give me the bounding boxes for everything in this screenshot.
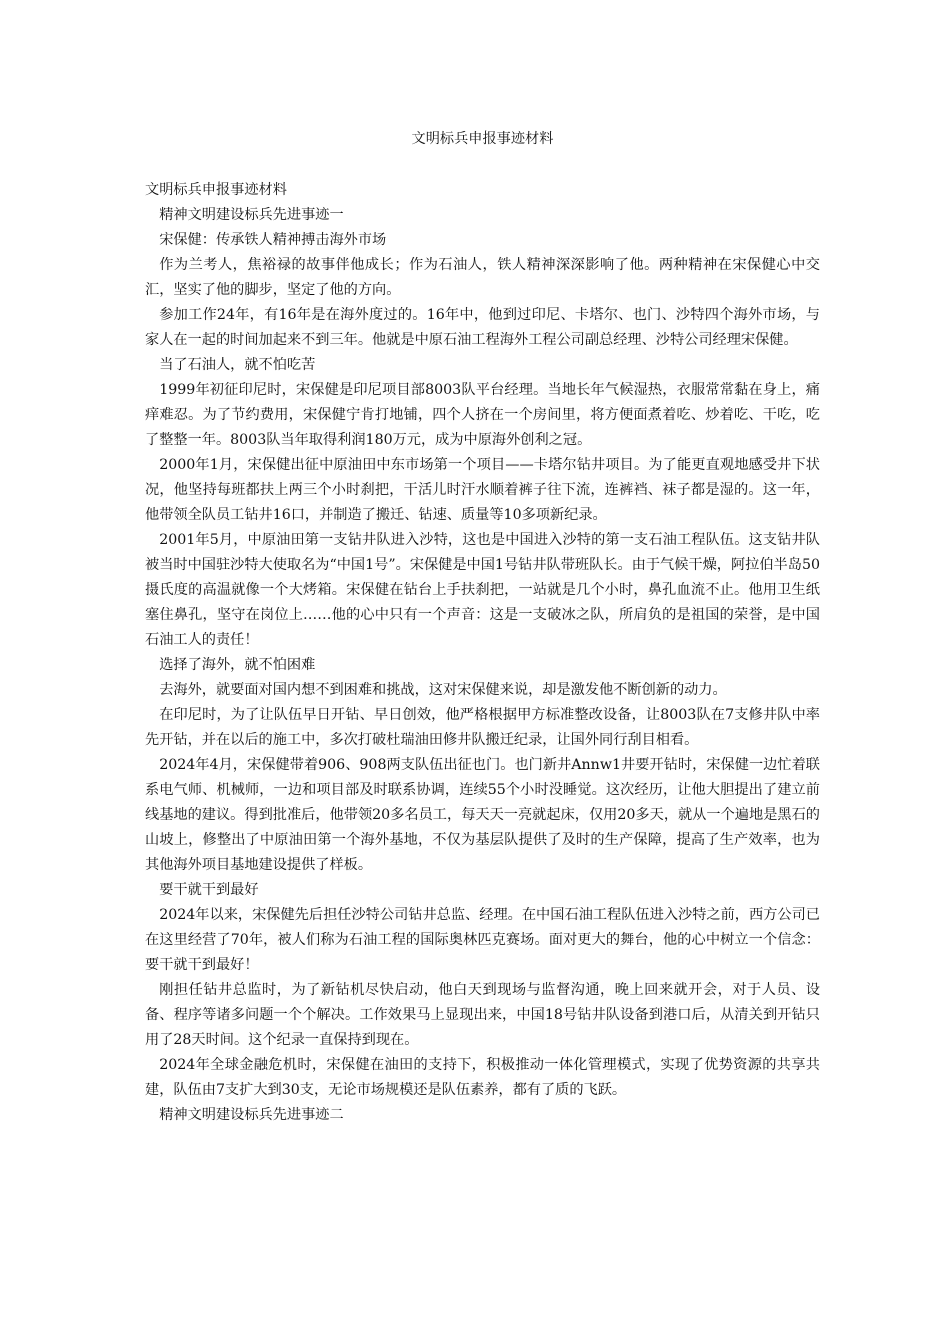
document-title: 文明标兵申报事迹材料 [411, 131, 554, 147]
paragraph: 去海外，就要面对国内想不到困难和挑战，这对宋保健来说，却是激发他不断创新的动力。 [159, 682, 727, 698]
paragraph: 1999年初征印尼时，宋保健是印尼项目部8003队平台经理。当地长年气候湿热，衣服常常黏在身上，痛痒难忍。为了节约费用，宋保健宁肯打地铺，四个人挤在一个房间里，将方便面煮着吃、炒着吃、干吃，吃了整整一年。8003队当年取得利润180万元，成为中原海外创利之冠。 [145, 382, 820, 448]
paragraph: 2024年以来，宋保健先后担任沙特公司钻井总监、经理。在中国石油工程队伍进入沙特之前，西方公司已在这里经营了70年，被人们称为石油工程的国际奥林匹克赛场。面对更大的舞台，他的心中树立一个信念：要干就干到最好！ [145, 907, 820, 973]
paragraph: 作为兰考人，焦裕禄的故事伴他成长；作为石油人，铁人精神深深影响了他。两种精神在宋保健心中交汇，坚实了他的脚步，坚定了他的方向。 [145, 257, 820, 298]
paragraph: 参加工作24年，有16年是在海外度过的。16年中，他到过印尼、卡塔尔、也门、沙特四个海外市场，与家人在一起的时间加起来不到三年。他就是中原石油工程海外工程公司副总经理、沙特公司经理宋保健。 [145, 307, 820, 348]
paragraph: 2000年1月，宋保健出征中原油田中东市场第一个项目——卡塔尔钻井项目。为了能更直观地感受井下状况，他坚持每班都扶上两三个小时刹把，干活儿时汗水顺着裤子往下流，连裤裆、袜子都是湿的。这一年，他带领全队员工钻井16口，并制造了搬迁、钻速、质量等10多项新纪录。 [145, 457, 820, 523]
paragraph: 要干就干到最好 [159, 882, 259, 898]
paragraph: 在印尼时，为了让队伍早日开钻、早日创效，他严格根据甲方标准整改设备，让8003队在7支修井队中率先开钻，并在以后的施工中，多次打破杜瑞油田修井队搬迁纪录，让国外同行刮目相看。 [145, 707, 820, 748]
paragraph: 当了石油人，就不怕吃苦 [159, 357, 316, 373]
paragraph: 精神文明建设标兵先进事迹二 [159, 1107, 344, 1123]
paragraph: 精神文明建设标兵先进事迹一 [159, 207, 344, 223]
paragraph: 文明标兵申报事迹材料 [145, 182, 287, 198]
paragraph: 2024年4月，宋保健带着906、908两支队伍出征也门。也门新井Annw1井要开钻时，宋保健一边忙着联系电气师、机械师，一边和项目部及时联系协调，连续55个小时没睡觉。这次经历，让他大胆提出了建立前线基地的建议。得到批准后，他带领20多名员工，每天天一亮就起床，仅用20多天，就从一个遍地是黑石的山坡上，修整出了中原油田第一个海外基地，不仅为基层队提供了及时的生产保障，提高了生产效率，也为其他海外项目基地建设提供了样板。 [145, 757, 820, 873]
paragraph: 刚担任钻井总监时，为了新钻机尽快启动，他白天到现场与监督沟通，晚上回来就开会，对于人员、设备、程序等诸多问题一个个解决。工作效果马上显现出来，中国18号钻井队设备到港口后，从清关到开钻只用了28天时间。这个纪录一直保持到现在。 [145, 982, 820, 1048]
paragraph: 选择了海外，就不怕困难 [159, 657, 316, 673]
paragraph: 宋保健：传承铁人精神搏击海外市场 [159, 232, 387, 248]
paragraph: 2024年全球金融危机时，宋保健在油田的支持下，积极推动一体化管理模式，实现了优势资源的共享共建，队伍由7支扩大到30支，无论市场规模还是队伍素养，都有了质的飞跃。 [145, 1057, 820, 1098]
document-body [145, 178, 820, 1128]
paragraph: 2001年5月，中原油田第一支钻井队进入沙特，这也是中国进入沙特的第一支石油工程队伍。这支钻井队被当时中国驻沙特大使取名为“中国1号”。宋保健是中国1号钻井队带班队长。由于气候干燥，阿拉伯半岛50摄氏度的高温就像一个大烤箱。宋保健在钻台上手扶刹把，一站就是几个小时，鼻孔血流不止。他用卫生纸塞住鼻孔，坚守在岗位上……他的心中只有一个声音：这是一支破冰之队，所肩负的是祖国的荣誉，是中国石油工人的责任！ [145, 532, 820, 648]
